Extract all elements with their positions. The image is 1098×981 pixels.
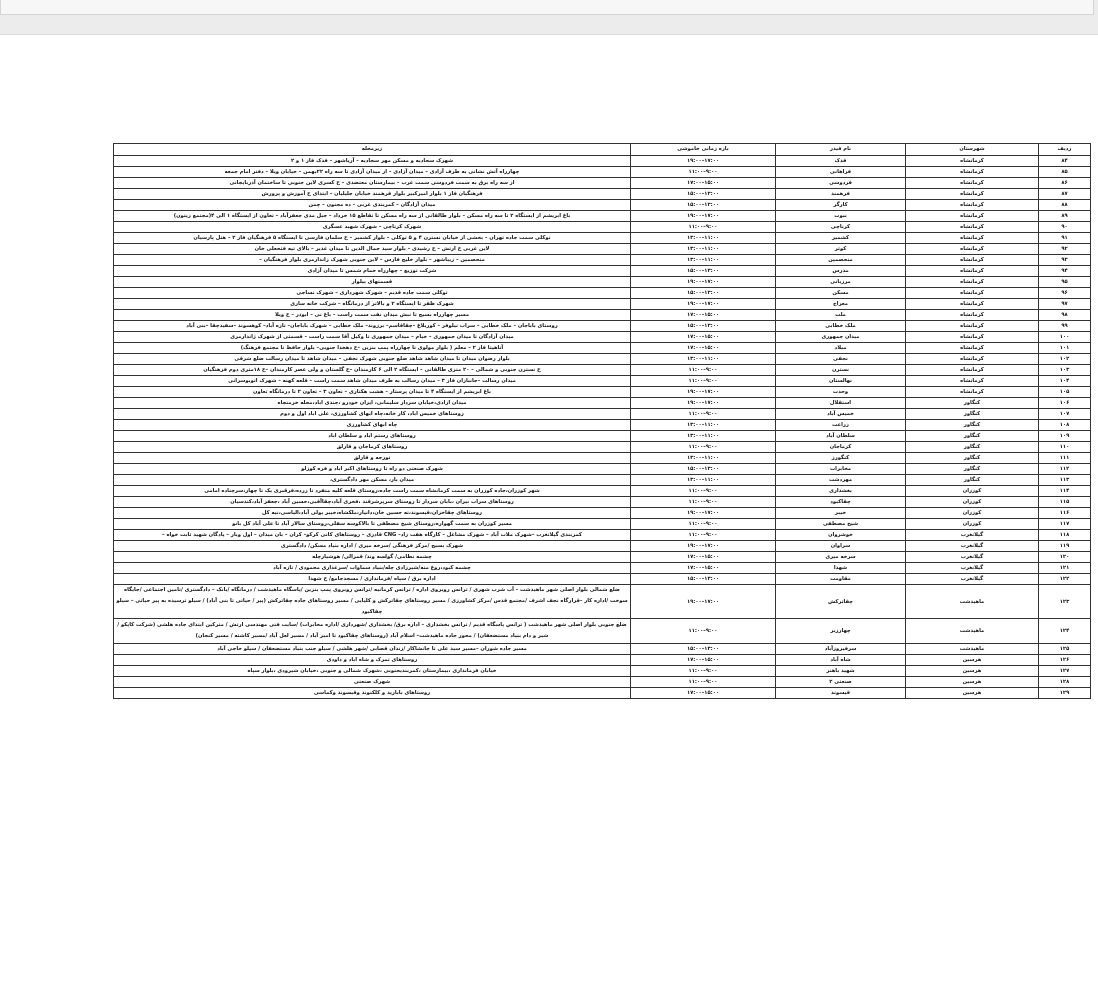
county-cell: کرمانشاه: [906, 343, 1039, 354]
row-number-cell: ۱۱۰: [1039, 442, 1091, 453]
county-cell: کنگاور: [906, 475, 1039, 486]
feeder-cell: فرهمند: [776, 189, 906, 200]
row-number-cell: ۱۰۵: [1039, 387, 1091, 398]
table-row: [114, 277, 1091, 288]
row-number-cell: ۹۳: [1039, 255, 1091, 266]
time-cell: ۹:۰۰–۱۱:۰۰: [631, 376, 776, 387]
row-number-cell: ۱۲۷: [1039, 666, 1091, 677]
row-number-cell: ۹۶: [1039, 288, 1091, 299]
top-strip: [0, 0, 1098, 22]
table-row: [114, 619, 1091, 644]
time-cell: ۱۳:۰۰–۱۵:۰۰: [631, 574, 776, 585]
time-cell: ۱۵:۰۰–۱۷:۰۰: [631, 178, 776, 189]
row-number-cell: ۱۰۴: [1039, 376, 1091, 387]
feeder-cell: منحصمین: [776, 255, 906, 266]
feeder-cell: سرفیروزآباد: [776, 644, 906, 655]
area-cell: شهرک صنعتی: [114, 677, 631, 688]
area-cell: روستاهای خمیس اباد، کار خانه،چاه ابهای کشاورزی، علی اباد اول و دوم: [114, 409, 631, 420]
feeder-cell: سرخه میری: [776, 552, 906, 563]
county-cell: کرمانشاه: [906, 255, 1039, 266]
area-cell: شهرک بسیج /مرکز فرهنگی /سرخه میری / اداره بنیاد مسکن/ دادگستری: [114, 541, 631, 552]
row-number-cell: ۸۵: [1039, 167, 1091, 178]
county-cell: کنگاور: [906, 453, 1039, 464]
county-cell: کرمانشاه: [906, 178, 1039, 189]
row-number-cell: ۸۴: [1039, 156, 1091, 167]
feeder-cell: نجفی: [776, 354, 906, 365]
area-cell: چشمه نظامی/ گولسه وند/ قمرالی/ هوشیارچله: [114, 552, 631, 563]
table-row: [114, 409, 1091, 420]
feeder-cell: کنگورز: [776, 453, 906, 464]
table-row: [114, 299, 1091, 310]
table-row: [114, 541, 1091, 552]
county-cell: کنگاور: [906, 398, 1039, 409]
table-row: [114, 156, 1091, 167]
area-cell: میدان آزادگان تا میدان جمهوری – خیام – میدان جمهوری تا وکیل آقا سمت راست – قسمتی از شهرک ژاندارمری: [114, 332, 631, 343]
table-row: [114, 574, 1091, 585]
time-cell: ۱۵:۰۰–۱۷:۰۰: [631, 552, 776, 563]
table-row: [114, 354, 1091, 365]
county-cell: کرمانشاه: [906, 167, 1039, 178]
row-number-cell: ۱۱۹: [1039, 541, 1091, 552]
table-row: [114, 497, 1091, 508]
time-cell: ۱۱:۰۰–۱۳:۰۰: [631, 244, 776, 255]
time-cell: ۱۳:۰۰–۱۵:۰۰: [631, 200, 776, 211]
area-cell: لاین غربی خ ارتش – خ رشیدی – بلوار سید جمال الدین تا میدان غدیر – بالای تپه فتحعلی خان: [114, 244, 631, 255]
time-cell: ۱۵:۰۰–۱۷:۰۰: [631, 688, 776, 699]
area-cell: میدان ازادی،خیابان سردار سلیمانی، ایران خودرو ،جندی اباد،محله خرمنجاه: [114, 398, 631, 409]
area-cell: توکلی سمت جاده تهران – بخشی از خیابان نسترن ۴ و ۵ توکلی – بلوار کشمیر – خ سلمان فارسی تا ایستگاه ۵ فرهنگیان فاز ۲ – هتل پارسیان: [114, 233, 631, 244]
feeder-cell: شاه آباد: [776, 655, 906, 666]
feeder-cell: فدک: [776, 156, 906, 167]
county-cell: گیلانغرب: [906, 563, 1039, 574]
county-cell: کنگاور: [906, 442, 1039, 453]
area-cell: روستاهای بابارید و کلکنوند وقیسوند وکماسی: [114, 688, 631, 699]
previous-page-bottom: [0, 0, 1094, 15]
area-cell: چشمه کبود،روغ منه/شیرزادی چله/بنیاد سماوات /سرغداری محمودی / تازه آباد: [114, 563, 631, 574]
table-row: [114, 200, 1091, 211]
time-cell: ۹:۰۰–۱۱:۰۰: [631, 486, 776, 497]
area-cell: چاه ابهای کشاورزی: [114, 420, 631, 431]
row-number-cell: ۱۰۱: [1039, 343, 1091, 354]
row-number-cell: ۹۹: [1039, 321, 1091, 332]
county-cell: کنگاور: [906, 431, 1039, 442]
time-cell: ۱۷:۰۰–۱۹:۰۰: [631, 585, 776, 619]
area-cell: شرکت توزیع – چهارراه حمام شمس تا میدان آزادی: [114, 266, 631, 277]
table-header-row: [114, 144, 1091, 156]
area-cell: مسیر کوزران به سمت گهواره،روستای شیخ مصطفی تا بالاکوسه سفلی،روستای سالار آباد تا علی آباد کل بانو: [114, 519, 631, 530]
row-number-cell: ۱۱۸: [1039, 530, 1091, 541]
time-cell: ۱۷:۰۰–۱۹:۰۰: [631, 387, 776, 398]
row-number-cell: ۸۶: [1039, 178, 1091, 189]
feeder-cell: وحدت: [776, 387, 906, 398]
table-row: [114, 519, 1091, 530]
time-cell: ۱۳:۰۰–۱۵:۰۰: [631, 464, 776, 475]
area-cell: از سه راه برق به سمت فردوسی سمت غرب – بیمارستان معتضدی – خ کسری لاین جنوبی تا ساختمان آذربایجانی: [114, 178, 631, 189]
row-number-cell: ۹۱: [1039, 233, 1091, 244]
county-cell: هرسین: [906, 677, 1039, 688]
area-cell: روستاهای کرماجان و قارلق: [114, 442, 631, 453]
county-cell: کنگاور: [906, 409, 1039, 420]
table-row: [114, 453, 1091, 464]
time-cell: ۱۷:۰۰–۱۹:۰۰: [631, 508, 776, 519]
county-cell: کرمانشاه: [906, 266, 1039, 277]
area-cell: مسیر جاده شوران –مسیر سید علی تا جانشاکار /زندان قصابی /شهر هلشی / سیلو جنب بنیاد مستضعفان / سیلو حاجی آباد: [114, 644, 631, 655]
area-cell: بلوار رضوان میدان تا میدان شاهد شاهد ضلع جنوبی شهرک نجفی – میدان شاهد تا میدان رسالت ضلع شرقی: [114, 354, 631, 365]
header-time: بازه زمانی خاموشی: [631, 144, 776, 156]
feeder-cell: شهید باهنر: [776, 666, 906, 677]
row-number-cell: ۹۵: [1039, 277, 1091, 288]
time-cell: ۱۱:۰۰–۱۳:۰۰: [631, 255, 776, 266]
feeder-cell: مقاومت: [776, 574, 906, 585]
county-cell: کرمانشاه: [906, 222, 1039, 233]
feeder-cell: کرماجان: [776, 442, 906, 453]
area-cell: شهرک ظفر تا ایستگاه ۲ و بالاتر از درمانگاه – شرکت خانه سازی: [114, 299, 631, 310]
area-cell: منحصمین – زیباشهر – بلوار خلیج فارس – لاین جنوبی شهرک زاندارمری بلوار فرهنگیان –: [114, 255, 631, 266]
area-cell: میدان آزادگان – کمربندی غربی – ده مجنون – چمن: [114, 200, 631, 211]
county-cell: کرمانشاه: [906, 332, 1039, 343]
time-cell: ۹:۰۰–۱۱:۰۰: [631, 409, 776, 420]
table-row: [114, 398, 1091, 409]
table-row: [114, 365, 1091, 376]
table-row: [114, 475, 1091, 486]
county-cell: کرمانشاه: [906, 365, 1039, 376]
area-cell: شهرک صنعتی دو راه تا روستاهای اکبر اباد و فره کوزلو: [114, 464, 631, 475]
feeder-cell: کشمیر: [776, 233, 906, 244]
time-cell: ۹:۰۰–۱۱:۰۰: [631, 530, 776, 541]
row-number-cell: ۱۱۵: [1039, 497, 1091, 508]
table-row: [114, 464, 1091, 475]
table-row: [114, 211, 1091, 222]
feeder-cell: نسترن: [776, 365, 906, 376]
row-number-cell: ۹۴: [1039, 266, 1091, 277]
time-cell: ۹:۰۰–۱۱:۰۰: [631, 666, 776, 677]
time-cell: ۹:۰۰–۱۱:۰۰: [631, 167, 776, 178]
area-cell: آناهیتا فاز ۲ – معلم ( بلوار مولوی تا چهارراه پمپ بنزین –خ دهخدا جنوبی– بلوار حافظ تا مجتمع فرهنگ): [114, 343, 631, 354]
area-cell: باغ ابریشم از ایستگاه ۲ تا سه راه مسکن – بلوار طالقانی از سه راه مسکن تا تقاطع ۱۵ خرداد – جبل مدی جعفرآباد – تعاون از ایستگاه ۱ الی ۴(مجتمع زیتون): [114, 211, 631, 222]
time-cell: ۱۱:۰۰–۱۳:۰۰: [631, 475, 776, 486]
feeder-cell: مدرس: [776, 266, 906, 277]
feeder-cell: چقاکبود: [776, 497, 906, 508]
feeder-cell: سلطان آباد: [776, 431, 906, 442]
row-number-cell: ۱۲۳: [1039, 585, 1091, 619]
table-row: [114, 387, 1091, 398]
table-row: [114, 189, 1091, 200]
feeder-cell: ملک خطابی: [776, 321, 906, 332]
area-cell: روستاهای سراب نیران ،بابان سردار تا روستای سرپرشرقند ،فخری آباد،چقاآقبی،حسین آباد ،جعفر آباد،کندسیان: [114, 497, 631, 508]
time-cell: ۱۳:۰۰–۱۵:۰۰: [631, 189, 776, 200]
time-cell: ۹:۰۰–۱۱:۰۰: [631, 519, 776, 530]
county-cell: کرمانشاه: [906, 189, 1039, 200]
area-cell: باغ ابریشم از ایستگاه ۴ تا میدان پرستار – هشت هکتاری – تعاون ۳ – تعاون ۲ تا درمانگاه تعاون: [114, 387, 631, 398]
table-row: [114, 310, 1091, 321]
feeder-cell: شهدا: [776, 563, 906, 574]
row-number-cell: ۱۲۹: [1039, 688, 1091, 699]
row-number-cell: ۱۰۷: [1039, 409, 1091, 420]
county-cell: کرمانشاه: [906, 200, 1039, 211]
table-row: [114, 288, 1091, 299]
county-cell: کرمانشاه: [906, 376, 1039, 387]
time-cell: ۱۳:۰۰–۱۵:۰۰: [631, 321, 776, 332]
row-number-cell: ۱۲۱: [1039, 563, 1091, 574]
county-cell: کرمانشاه: [906, 211, 1039, 222]
row-number-cell: ۱۱۳: [1039, 475, 1091, 486]
outage-schedule-table: [113, 143, 1091, 699]
table-row: [114, 321, 1091, 332]
time-cell: ۱۳:۰۰–۱۵:۰۰: [631, 266, 776, 277]
area-cell: روستاهای چقاخزان،قیسوند،ته حسین خان،دانیار،ملکشاه،خیبر بولی آباد،الیاسی،نیه کل: [114, 508, 631, 519]
time-cell: ۱۷:۰۰–۱۹:۰۰: [631, 398, 776, 409]
row-number-cell: ۱۰۹: [1039, 431, 1091, 442]
table-row: [114, 552, 1091, 563]
county-cell: کوزران: [906, 486, 1039, 497]
table-row: [114, 677, 1091, 688]
area-cell: روستاهای رستم اباد و سلطان اباد: [114, 431, 631, 442]
row-number-cell: ۱۰۸: [1039, 420, 1091, 431]
county-cell: کرمانشاه: [906, 277, 1039, 288]
table-row: [114, 244, 1091, 255]
row-number-cell: ۸۹: [1039, 211, 1091, 222]
row-number-cell: ۱۲۰: [1039, 552, 1091, 563]
area-cell: روستای باباجان – ملک خطابی – سراب نیلوفر – کوربلاغ –چقاقاسم– برزوند– ملک خطابی – شهرک باباجان– تازه آباد– کوهسوند –سفیدچقا –بنی آباد: [114, 321, 631, 332]
table-row: [114, 644, 1091, 655]
feeder-cell: کرناچی: [776, 222, 906, 233]
table-row: [114, 486, 1091, 497]
county-cell: کنگاور: [906, 464, 1039, 475]
county-cell: ماهیدشت: [906, 644, 1039, 655]
feeder-cell: مهردشت: [776, 475, 906, 486]
row-number-cell: ۱۲۴: [1039, 619, 1091, 644]
time-cell: ۱۱:۰۰–۱۳:۰۰: [631, 420, 776, 431]
table-row: [114, 233, 1091, 244]
row-number-cell: ۱۰۶: [1039, 398, 1091, 409]
header-feeder: نام فیدر: [776, 144, 906, 156]
table-row: [114, 442, 1091, 453]
county-cell: کرمانشاه: [906, 321, 1039, 332]
feeder-cell: شیخ مصطفی: [776, 519, 906, 530]
feeder-cell: میدان جمهوری: [776, 332, 906, 343]
time-cell: ۱۵:۰۰–۱۷:۰۰: [631, 310, 776, 321]
table-row: [114, 222, 1091, 233]
area-cell: شهرک سجادیه و مسکن مهر سجادیه – آریاشهر – فدک فاز ۱ و ۲: [114, 156, 631, 167]
time-cell: ۱۷:۰۰–۱۹:۰۰: [631, 541, 776, 552]
area-cell: تورجه و قارلق: [114, 453, 631, 464]
feeder-cell: مخابرات: [776, 464, 906, 475]
row-number-cell: ۸۷: [1039, 189, 1091, 200]
row-number-cell: ۱۰۲: [1039, 354, 1091, 365]
table-row: [114, 530, 1091, 541]
table-row: [114, 255, 1091, 266]
feeder-cell: چهارزبر: [776, 619, 906, 644]
county-cell: کرمانشاه: [906, 288, 1039, 299]
county-cell: هرسین: [906, 666, 1039, 677]
row-number-cell: ۹۸: [1039, 310, 1091, 321]
feeder-cell: نهالستان: [776, 376, 906, 387]
county-cell: هرسین: [906, 688, 1039, 699]
feeder-cell: کوثر: [776, 244, 906, 255]
time-cell: ۹:۰۰–۱۱:۰۰: [631, 365, 776, 376]
county-cell: گیلانغرب: [906, 574, 1039, 585]
table-row: [114, 508, 1091, 519]
county-cell: کوزران: [906, 497, 1039, 508]
table-row: [114, 178, 1091, 189]
row-number-cell: ۸۸: [1039, 200, 1091, 211]
time-cell: ۱۵:۰۰–۱۷:۰۰: [631, 343, 776, 354]
row-number-cell: ۱۱۱: [1039, 453, 1091, 464]
county-cell: کرمانشاه: [906, 244, 1039, 255]
feeder-cell: فراهانی: [776, 167, 906, 178]
row-number-cell: ۱۲۶: [1039, 655, 1091, 666]
table-row: [114, 167, 1091, 178]
row-number-cell: ۱۱۶: [1039, 508, 1091, 519]
area-cell: روستاهای تمرک و شاه اباد و داودی: [114, 655, 631, 666]
table-row: [114, 655, 1091, 666]
row-number-cell: ۱۲۲: [1039, 574, 1091, 585]
table-row: [114, 563, 1091, 574]
area-cell: خیابان فرمانداری ،بیمارستان ،کمربندیجنوبی ،شهرک شمالی و جنوبی ،خیابان شیرودی ،بلوار سپاه: [114, 666, 631, 677]
feeder-cell: ملت: [776, 310, 906, 321]
county-cell: ماهیدشت: [906, 619, 1039, 644]
county-cell: گیلانغرب: [906, 541, 1039, 552]
county-cell: کرمانشاه: [906, 233, 1039, 244]
feeder-cell: خمیس آباد: [776, 409, 906, 420]
feeder-cell: زراعت: [776, 420, 906, 431]
time-cell: ۱۵:۰۰–۱۷:۰۰: [631, 332, 776, 343]
time-cell: ۱۵:۰۰–۱۷:۰۰: [631, 563, 776, 574]
document-page: [0, 34, 1098, 981]
area-cell: میدان بار، مسکن مهر دادگستری،: [114, 475, 631, 486]
row-number-cell: ۱۲۸: [1039, 677, 1091, 688]
table-row: [114, 420, 1091, 431]
feeder-cell: کارگر: [776, 200, 906, 211]
feeder-cell: سراوان: [776, 541, 906, 552]
feeder-cell: قیسوند: [776, 688, 906, 699]
county-cell: کرمانشاه: [906, 299, 1039, 310]
feeder-cell: صنعتی ۲: [776, 677, 906, 688]
time-cell: ۱۷:۰۰–۱۹:۰۰: [631, 277, 776, 288]
table-row: [114, 431, 1091, 442]
area-cell: میدان رسالت –جانبازان فاز ۳ – میدان رسالت به طرف میدان شاهد سمت راست – قلعه کهنه – شهرک اتوبوسرانی: [114, 376, 631, 387]
header-row-number: ردیف: [1039, 144, 1091, 156]
row-number-cell: ۹۰: [1039, 222, 1091, 233]
county-cell: ماهیدشت: [906, 585, 1039, 619]
county-cell: کنگاور: [906, 420, 1039, 431]
table-row: [114, 332, 1091, 343]
row-number-cell: ۱۱۲: [1039, 464, 1091, 475]
time-cell: ۹:۰۰–۱۱:۰۰: [631, 677, 776, 688]
feeder-cell: چقاترکش: [776, 585, 906, 619]
county-cell: گیلانغرب: [906, 530, 1039, 541]
feeder-cell: فردوسی: [776, 178, 906, 189]
time-cell: ۱۷:۰۰–۱۹:۰۰: [631, 299, 776, 310]
time-cell: ۹:۰۰–۱۱:۰۰: [631, 222, 776, 233]
row-number-cell: ۹۷: [1039, 299, 1091, 310]
row-number-cell: ۱۱۷: [1039, 519, 1091, 530]
feeder-cell: خوشروان: [776, 530, 906, 541]
area-cell: فرهنگیان فاز ۱ بلوار امیرکبیر بلوار فرهمند خیابان جلیلیان – ابتدای خ آموزش و پرورش: [114, 189, 631, 200]
time-cell: ۱۳:۰۰–۱۵:۰۰: [631, 288, 776, 299]
county-cell: هرسین: [906, 655, 1039, 666]
county-cell: کرمانشاه: [906, 354, 1039, 365]
county-cell: گیلانغرب: [906, 552, 1039, 563]
area-cell: اداره برق / سپاه /فرمانداری / مسجدجامع/ خ شهدا: [114, 574, 631, 585]
area-cell: شهرک کرناچی – شهرک شهید عسگری: [114, 222, 631, 233]
area-cell: توکلی سمت جاده قدیم – شهرک شهرداری – شهرک نساجی: [114, 288, 631, 299]
area-cell: خ نسترن جنوبی و شمالی – ۲۰ متری طالقانی – ایستگاه ۲ الی ۶ کارمندان –خ گلستان و ولی عصر کارمندان –خ ۱۸متری دوم فرهنگیان: [114, 365, 631, 376]
row-number-cell: ۱۰۳: [1039, 365, 1091, 376]
area-cell: مسیر چهارراه بسیج تا نبش میدان نفت سمت راست – باغ نی – ابوذر – خ ویلا: [114, 310, 631, 321]
table-row: [114, 666, 1091, 677]
area-cell: چهارراه آتش نشانی به طرف آزادی – میدان آزادی – از میدان آزادی تا سه راه ۲۲بهمن – خیابان ویلا – دفتر امام جمعه: [114, 167, 631, 178]
feeder-cell: معراج: [776, 299, 906, 310]
county-cell: کرمانشاه: [906, 387, 1039, 398]
table-row: [114, 585, 1091, 619]
time-cell: ۹:۰۰–۱۱:۰۰: [631, 619, 776, 644]
county-cell: کرمانشاه: [906, 310, 1039, 321]
area-cell: کمربندی گیلانغرب –شهرک ملات آباد – شهرک مشاغل – کارگاه هفت زاد– CNG قادری – روستاهای کانی کرکو– کران – بان میدان – اول وبار – پادگان شهید ثابت خواه –: [114, 530, 631, 541]
header-area: زیرمحله: [114, 144, 631, 156]
time-cell: ۱۷:۰۰–۱۹:۰۰: [631, 156, 776, 167]
feeder-cell: بغشداری: [776, 486, 906, 497]
time-cell: ۱۱:۰۰–۱۳:۰۰: [631, 354, 776, 365]
time-cell: ۱۳:۰۰–۱۵:۰۰: [631, 644, 776, 655]
time-cell: ۱۱:۰۰–۱۳:۰۰: [631, 431, 776, 442]
time-cell: ۱۵:۰۰–۱۷:۰۰: [631, 655, 776, 666]
time-cell: ۱۷:۰۰–۱۹:۰۰: [631, 211, 776, 222]
feeder-cell: نبوت: [776, 211, 906, 222]
row-number-cell: ۱۲۵: [1039, 644, 1091, 655]
table-row: [114, 688, 1091, 699]
area-cell: شهر کوزران،جاده کوزران به سمت کرمانشاه سمت راست جاده،روستای قلعه کلیه منفرد تا زرده،فرقبری یک تا چهار،سرچناده امامی: [114, 486, 631, 497]
time-cell: ۱۱:۰۰–۱۳:۰۰: [631, 233, 776, 244]
row-number-cell: ۱۰۰: [1039, 332, 1091, 343]
feeder-cell: استقلال: [776, 398, 906, 409]
area-cell: ضلع شمالی بلوار اصلی شهر ماهیدشت – آب شرب شهری / ترانس روبروی اداره / ترانس کرمانیه /ترانس روبروی پمپ بنزین /پاسگاه ماهیدشت / درمانگاه /بانک – دادگستری /تامین اجتماعی /جایگاه سوخت /اداره کار –قرارگاه نجف اشرف /مجتمع قدس /مرکز کشاورزی / مسیر روستاهای چقاترکش و کلیایی / مسیر روستاهای جاده چقاترکش (پیر / حیاتی تا بنی آباد) / سیلو ترسیده به پیر حیاتی – سیلو چقاکبود: [114, 585, 631, 619]
table-row: [114, 343, 1091, 354]
feeder-cell: مرزبانی: [776, 277, 906, 288]
table-row: [114, 376, 1091, 387]
row-number-cell: ۱۱۴: [1039, 486, 1091, 497]
time-cell: ۹:۰۰–۱۱:۰۰: [631, 497, 776, 508]
feeder-cell: مسکن: [776, 288, 906, 299]
area-cell: قسمتهای بیلوار: [114, 277, 631, 288]
time-cell: ۱۱:۰۰–۱۳:۰۰: [631, 453, 776, 464]
table-row: [114, 266, 1091, 277]
feeder-cell: میلاد: [776, 343, 906, 354]
feeder-cell: خیبر: [776, 508, 906, 519]
header-county: شهرستان: [906, 144, 1039, 156]
county-cell: کوزران: [906, 508, 1039, 519]
county-cell: کرمانشاه: [906, 156, 1039, 167]
county-cell: کوزران: [906, 519, 1039, 530]
area-cell: ضلع جنوبی بلوار اصلی شهر ماهیدشت ( ترانس پاسگاه قدیم / ترانس بخشداری – اداره برق/ بخشداری /شهرداری /اداره مخابرات) /سایت فنی مهندسی ارتش / مترکین ابتدای جاده هلشی (شرکت کاپکو / شیر و دام بنیاد مستضعفان) / محور جاده ماهیدشت– اسلام آباد (روستاهای چقاکبود تا امیر آباد / مسیر لعل آباد /مسیر کاشته / مسیر کنجان): [114, 619, 631, 644]
time-cell: ۹:۰۰–۱۱:۰۰: [631, 442, 776, 453]
row-number-cell: ۹۲: [1039, 244, 1091, 255]
